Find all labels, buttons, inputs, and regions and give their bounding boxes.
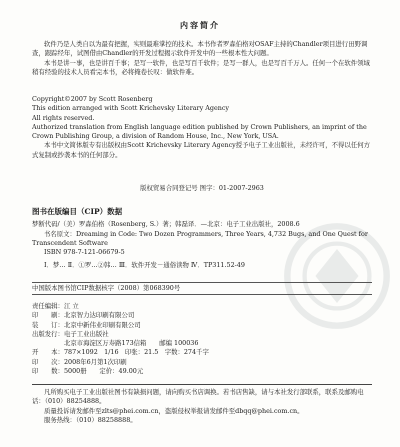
copyright-line: All rights reserved.: [32, 113, 95, 122]
registration-line: 版权贸易合同登记号 图字：01-2007-2963: [140, 184, 264, 192]
imprint-line: 印 次：2008年6月第1次印刷: [32, 357, 127, 366]
copyright-section: [32, 95, 372, 160]
cip-line: 梦断代码/（美）罗森伯格（Rosenberg, S.）著；韩磊译．—北京：电子工业出版社，2008.6: [32, 220, 300, 229]
imprint-section: [32, 302, 372, 376]
notice-section: [32, 388, 372, 425]
cip-section: [32, 207, 372, 271]
notice-line: 凡所购买电子工业出版社图书有缺损问题，请向购买书店调换。若书店售缺，请与本社发行部联系，联系及邮购电话：（010）88254888。: [32, 388, 364, 406]
copyright-line: Copyright©2007 by Scott Rosenberg: [32, 95, 153, 103]
summary-paragraph: 软件乃是人类自以为最有把握，实则最难掌控的技术。本书作者罗森伯格对OSAF主持的Chandler项目进行田野调查，跟踪经年，试图借由Chandler的开发过程揭示软件开发中的一些根本性大问题。: [32, 40, 368, 58]
notice-line: 服务热线：（010）88258888。: [44, 415, 137, 424]
imprint-line: 印 数：5000册 定价：49.00元: [32, 367, 144, 376]
cip-line: 书名原文：Dreaming in Code: Two Dozen Programmers, Three Years, 4,732 Bugs, and One Quest for Transcendent Software: [32, 229, 368, 247]
notice-line: 质量投诉请发邮件至zlts@phei.com.cn，盗版侵权举报请发邮件至dbqq@phei.com.cn。: [44, 406, 304, 415]
imprint-line: 北京市海淀区万寿路173信箱 邮编 100036: [32, 339, 199, 348]
cip-classification: Ⅰ．梦… Ⅱ．①罗…②韩… Ⅲ．软件开发－通俗读物 Ⅳ．TP311.52-49: [44, 261, 245, 270]
cip-archive-number: 中国版本图书馆CIP数据核字（2008）第068390号: [32, 284, 181, 292]
copyright-line: Authorized translation from English language edition published by Crown Publishers, an imprint of the Crown Publishing Group, a division of Random House, Inc., New York, USA.: [32, 122, 367, 141]
imprint-line: 开 本：787×1092 1/16 印张：21.5 字数：274千字: [32, 348, 209, 357]
notice-rule: [32, 384, 372, 385]
cip-bottom-rule: [32, 294, 372, 295]
imprint-line: 装 订：北京中新伟业印刷有限公司: [32, 320, 141, 329]
cip-heading: 图书在版编目（CIP）数据: [32, 207, 123, 216]
copyright-line: 本书中文简体版专有出版权由Scott Krichevsky Literary Agency授予电子工业出版社，未经许可，不得以任何方式复制或抄袭本书的任何部分。: [32, 141, 370, 159]
imprint-line: 责任编辑：江 立: [32, 302, 79, 310]
page-title: 内容简介: [180, 20, 220, 30]
imprint-line: 印 刷：北京智力达印刷有限公司: [32, 311, 135, 320]
summary-paragraph: 本书是讲一事，也是讲百千事；是写一软件，也是写百千软件；是写一群人，也是写百千万人。任何一个在软件领域稍有经验的技术人员看完本书，必将掩卷长叹：做软件难。: [32, 58, 370, 76]
cip-line: ISBN 978-7-121-06679-5: [44, 248, 125, 257]
copyright-line: This edition arranged with Scott Krichevsky Literary Agency: [32, 104, 230, 113]
imprint-line: 出版发行：电子工业出版社: [32, 329, 109, 338]
summary-section: [32, 40, 372, 77]
cip-top-rule: [32, 282, 372, 283]
